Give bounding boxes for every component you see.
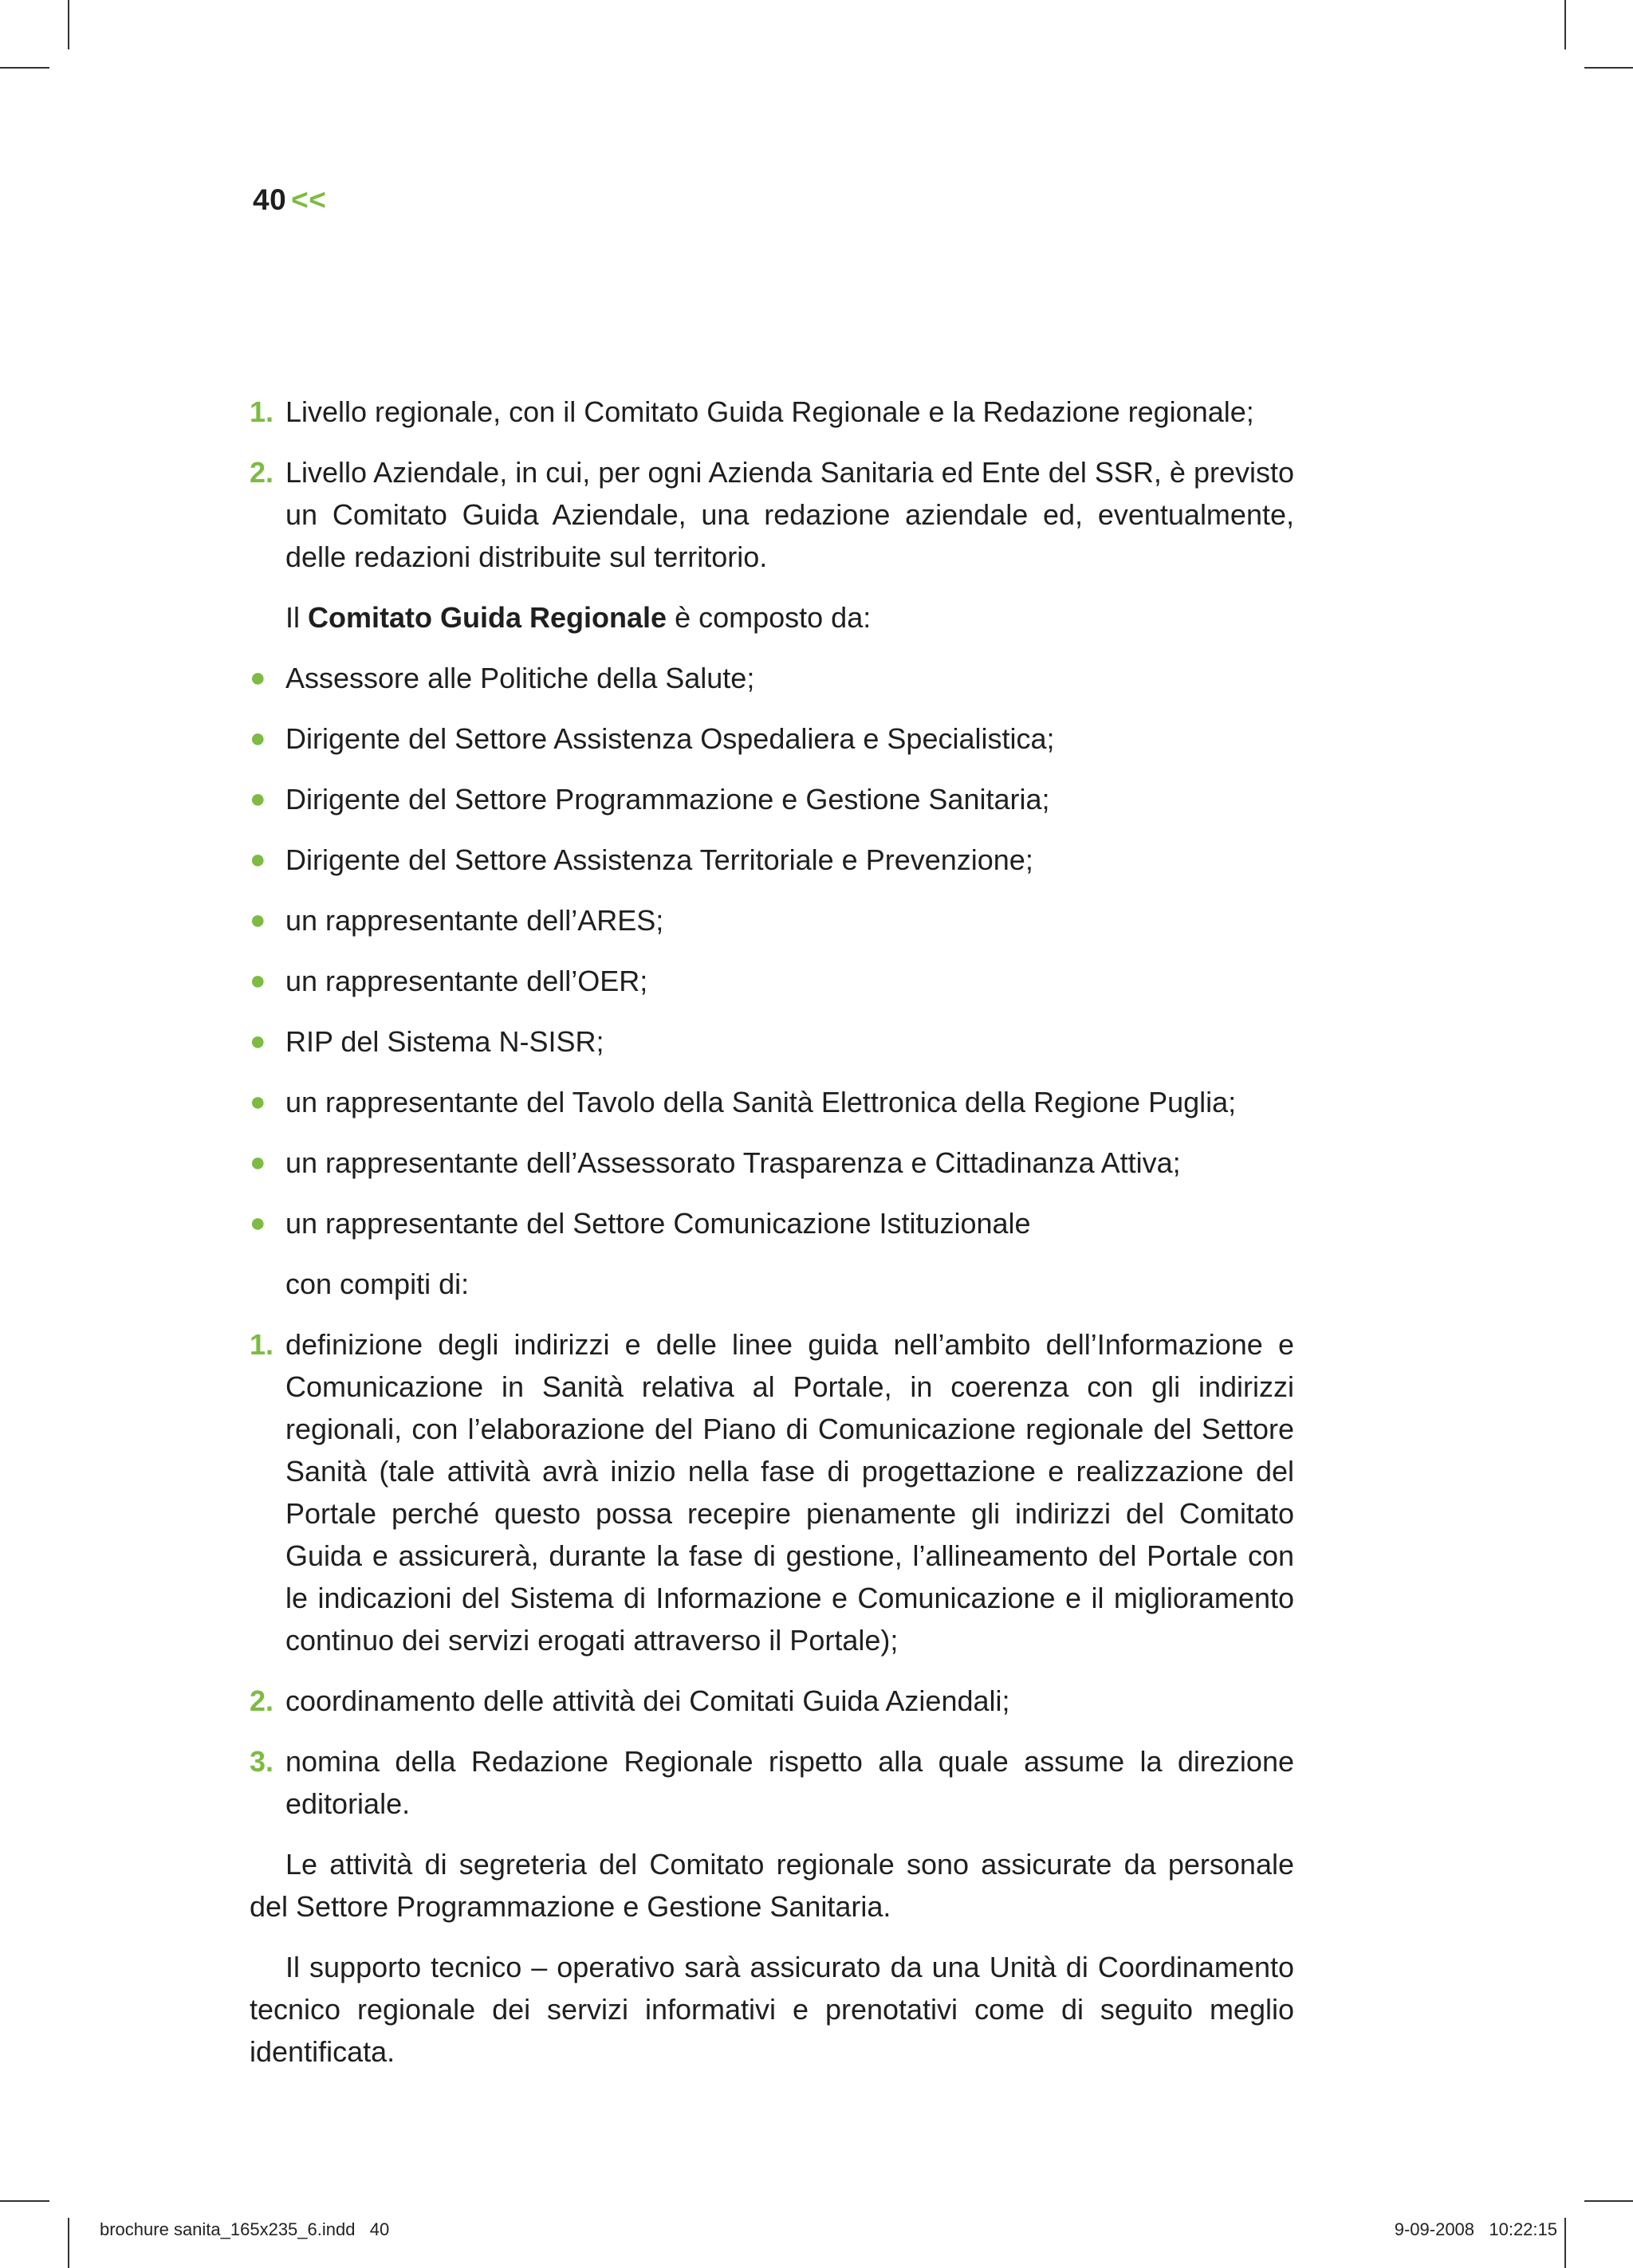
bullet-item <box>250 717 1294 760</box>
footer-timestamp: 9-09-2008 10:22:15 <box>1394 2219 1557 2239</box>
list-item-text: definizione degli indirizzi e delle linee guida nell’ambito dell’Informazione e Comunicazione in Sanità relativa al Portale, in coerenza con gli indirizzi regionali, con l’elaborazione del Piano di Comunicazione regionale del Settore Sanità (tale attività avrà inizio nella fase di progettazione e realizzazione del Portale perché questo possa recepire pienamente gli indirizzi del Comitato Guida e assicurerà, durante la fase di gestione, l’allineamento del Portale con le indicazioni del Sistema di Informazione e Comunicazione e il miglioramento continuo dei servizi erogati attraverso il Portale); <box>285 1328 1294 1657</box>
bullet-item <box>250 1020 1294 1063</box>
bullet-icon: ● <box>250 844 266 875</box>
list-number: 2. <box>250 456 274 489</box>
crop-mark <box>68 0 69 49</box>
bullet-item <box>250 1142 1294 1184</box>
intro-text: è composto da: <box>667 601 872 634</box>
list-item-text: nomina della Redazione Regionale rispetto alla quale assume la direzione editoriale. <box>285 1745 1294 1820</box>
committee-intro <box>250 596 1294 639</box>
bullet-item <box>250 778 1294 820</box>
list-item <box>250 1680 1294 1722</box>
bullet-text: un rappresentante del Settore Comunicazione Istituzionale <box>285 1207 1031 1240</box>
bullet-text: Dirigente del Settore Assistenza Ospedaliera e Specialistica; <box>285 722 1055 755</box>
crop-mark <box>1584 2200 1633 2202</box>
crop-mark <box>1564 2218 1566 2268</box>
page-number-value: 40 <box>253 183 287 216</box>
bullet-icon: ● <box>250 905 266 935</box>
bullet-icon: ● <box>250 784 266 814</box>
paragraph: Il supporto tecnico – operativo sarà assicurato da una Unità di Coordinamento tecnico regionale dei servizi informativi e prenotativi come di seguito meglio identificata. <box>250 1951 1294 2068</box>
tasks-intro: con compiti di: <box>285 1268 470 1300</box>
bullet-item <box>250 657 1294 699</box>
list-item-text: Livello regionale, con il Comitato Guida Regionale e la Redazione regionale; <box>285 395 1254 428</box>
bullet-text: RIP del Sistema N-SISR; <box>285 1025 604 1058</box>
list-number: 1. <box>250 395 274 428</box>
list-item <box>250 451 1294 578</box>
bullet-text: un rappresentante del Tavolo della Sanità Elettronica della Regione Puglia; <box>285 1086 1237 1118</box>
crop-mark <box>0 67 49 69</box>
bullet-text: un rappresentante dell’ARES; <box>285 904 664 937</box>
list-item-text: Livello Aziendale, in cui, per ogni Azienda Sanitaria ed Ente del SSR, è previsto un Comitato Guida Aziendale, una redazione aziendale ed, eventualmente, delle redazioni distribuite sul territorio. <box>285 456 1294 573</box>
bullet-text: un rappresentante dell’Assessorato Trasparenza e Cittadinanza Attiva; <box>285 1146 1181 1179</box>
bullet-text: Assessore alle Politiche della Salute; <box>285 662 755 694</box>
list-number: 3. <box>250 1745 274 1778</box>
list-item <box>250 1323 1294 1661</box>
bullet-icon: ● <box>250 965 266 996</box>
intro-text: Il <box>285 601 309 634</box>
bullet-icon: ● <box>250 1208 266 1238</box>
back-arrow-icon: << <box>291 183 327 216</box>
page-number <box>253 183 326 217</box>
intro-bold: Comitato Guida Regionale <box>308 601 667 634</box>
bullet-icon: ● <box>250 723 266 753</box>
bullet-item <box>250 899 1294 941</box>
bullet-text: Dirigente del Settore Assistenza Territoriale e Prevenzione; <box>285 843 1033 876</box>
footer-filename: brochure sanita_165x235_6.indd 40 <box>100 2219 390 2239</box>
list-number: 1. <box>250 1328 274 1361</box>
bullet-icon: ● <box>250 662 266 693</box>
paragraph: Le attività di segreteria del Comitato regionale sono assicurate da personale del Settore Programmazione e Gestione Sanitaria. <box>250 1848 1294 1923</box>
bullet-text: un rappresentante dell’OER; <box>285 965 648 997</box>
list-item <box>250 1740 1294 1825</box>
crop-mark <box>0 2200 49 2202</box>
list-item-text: coordinamento delle attività dei Comitati Guida Aziendali; <box>285 1684 1010 1717</box>
crop-mark <box>1584 67 1633 69</box>
bullet-item <box>250 839 1294 881</box>
bullet-item <box>250 1202 1294 1244</box>
bullet-icon: ● <box>250 1087 266 1117</box>
bullet-icon: ● <box>250 1147 266 1177</box>
page-body <box>250 391 1294 2091</box>
list-number: 2. <box>250 1684 274 1717</box>
bullet-icon: ● <box>250 1026 266 1056</box>
crop-mark <box>1564 0 1566 49</box>
list-item <box>250 391 1294 433</box>
bullet-text: Dirigente del Settore Programmazione e Gestione Sanitaria; <box>285 783 1050 816</box>
bullet-item <box>250 960 1294 1002</box>
crop-mark <box>68 2218 69 2268</box>
bullet-item <box>250 1081 1294 1123</box>
